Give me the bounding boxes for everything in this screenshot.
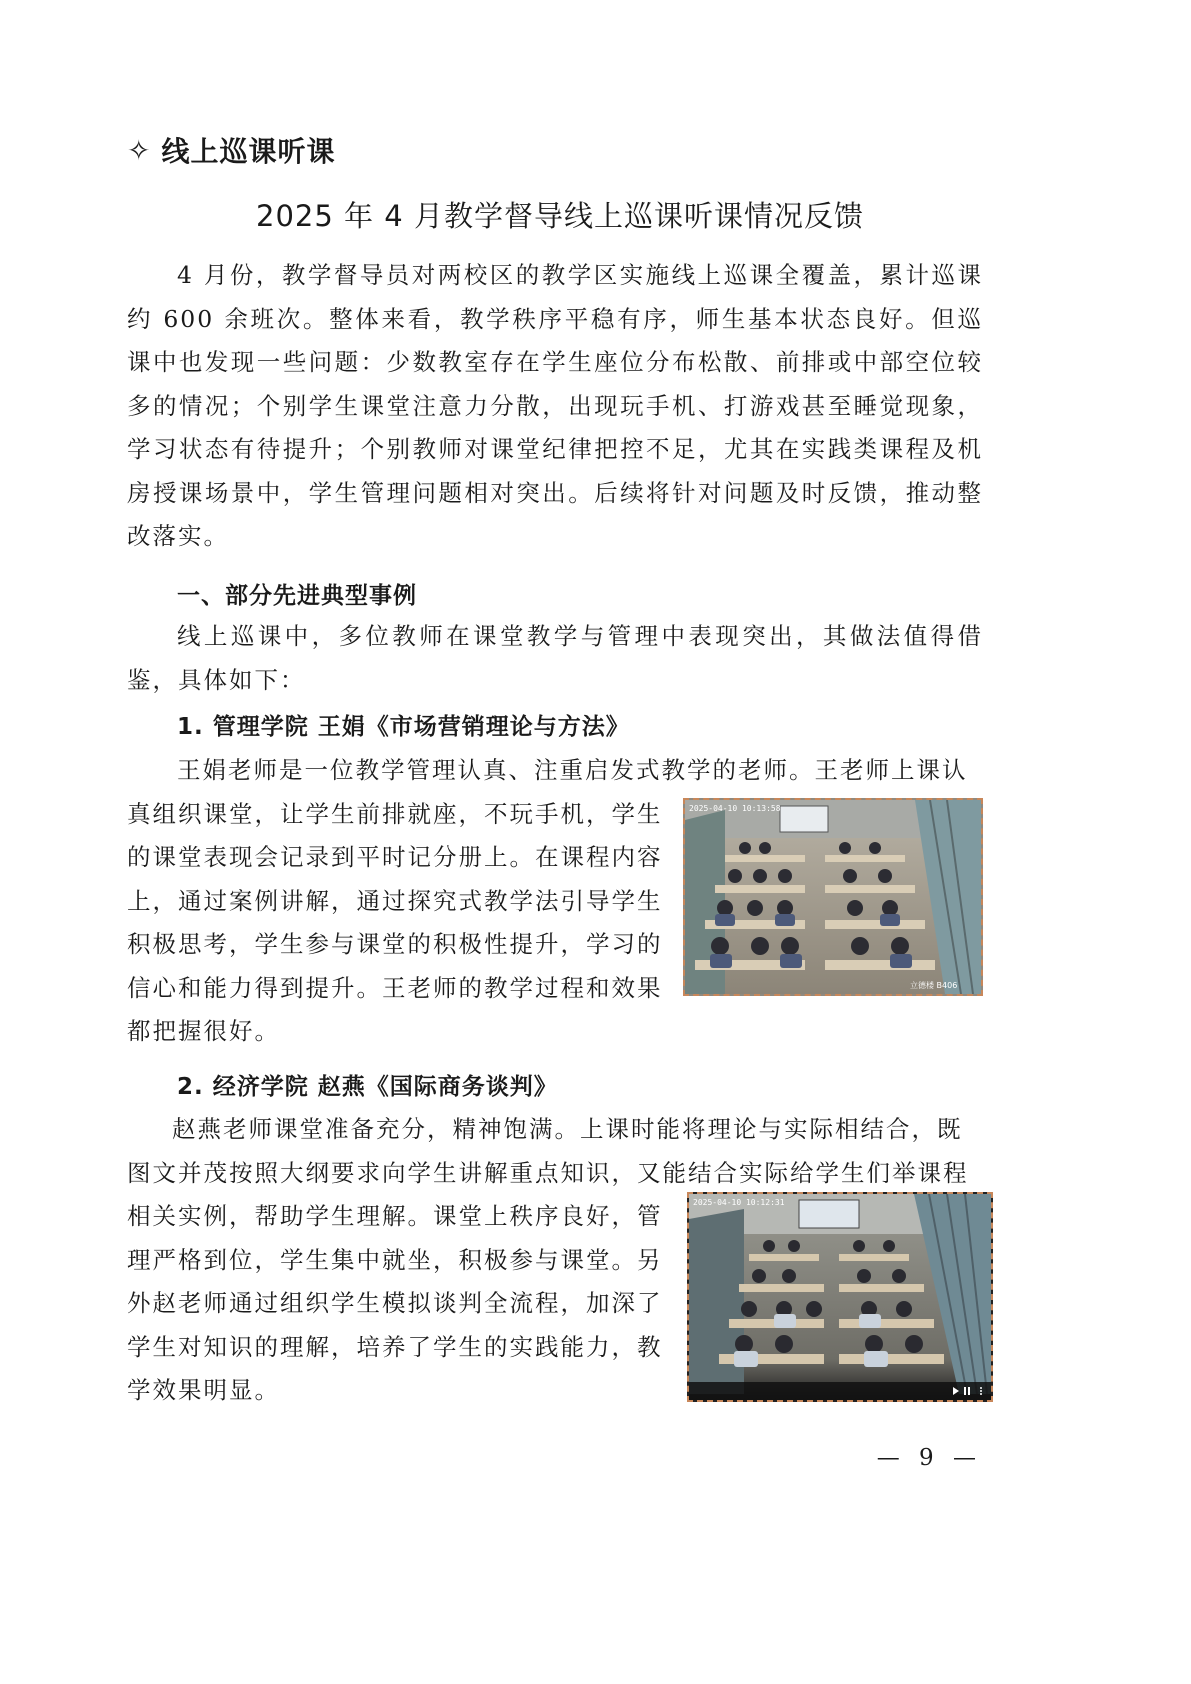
part1-heading: 一、部分先进典型事例: [177, 583, 417, 609]
diamond-bullet-icon: ✧: [127, 133, 152, 167]
case1-line: 的课堂表现会记录到平时记分册上。在课程内容: [127, 843, 663, 871]
case2-line: 学生对知识的理解，培养了学生的实践能力，教: [127, 1332, 663, 1361]
classroom-photo-2-image: [689, 1194, 991, 1400]
document-title: 2025 年 4 月教学督导线上巡课听课情况反馈: [256, 199, 864, 233]
case1-line: 信心和能力得到提升。王老师的教学过程和效果: [127, 973, 663, 1002]
case2-heading: 2. 经济学院 赵燕《国际商务谈判》: [177, 1074, 558, 1100]
photo1-timestamp: 2025-04-10 10:13:58: [689, 804, 781, 813]
section-heading: [127, 130, 335, 170]
case2-line: 学效果明显。: [127, 1376, 280, 1404]
page-number: — 9 —: [876, 1445, 982, 1471]
case2-line: 相关实例，帮助学生理解。课堂上秩序良好，管: [127, 1202, 663, 1230]
case2-line: 理严格到位，学生集中就坐，积极参与课堂。另: [127, 1245, 663, 1274]
case1-line: 上，通过案例讲解，通过探究式教学法引导学生: [127, 886, 663, 915]
photo2-timestamp: 2025-04-10 10:12:31: [693, 1198, 785, 1207]
intro-paragraph: 4 月份，教学督导员对两校区的教学区实施线上巡课全覆盖，累计巡课约 600 余班次。整体来看，教学秩序平稳有序，师生基本状态良好。但巡课中也发现一些问题：少数教室存在学生座位分布松散、前排或中部空位较多的情况；个别学生课堂注意力分散，出现玩手机、打游戏甚至睡觉现象，学习状态有待提升；个别教师对课堂纪律把控不足，尤其在实践类课程及机房授课场景中，学生管理问题相对突出。后续将针对问题及时反馈，推动整改落实。: [127, 261, 983, 550]
classroom-photo-1: [683, 798, 983, 996]
case2-line: 图文并茂按照大纲要求向学生讲解重点知识，又能结合实际给学生们举课程: [127, 1158, 969, 1187]
part1-intro: 线上巡课中，多位教师在课堂教学与管理中表现突出，其做法值得借鉴，具体如下：: [127, 622, 983, 694]
case1-line: 真组织课堂，让学生前排就座，不玩手机，学生: [127, 799, 663, 828]
section-heading-text: 线上巡课听课: [161, 135, 336, 168]
case1-line: 积极思考，学生参与课堂的积极性提升，学习的: [127, 930, 663, 958]
case2-line: 外赵老师通过组织学生模拟谈判全流程，加深了: [127, 1289, 663, 1317]
case1-line: 都把握很好。: [127, 1017, 280, 1045]
classroom-photo-1-image: [685, 800, 981, 994]
classroom-photo-2: [687, 1192, 993, 1402]
photo1-label: 立德楼 B406: [910, 981, 958, 990]
case1-heading: 1. 管理学院 王娟《市场营销理论与方法》: [177, 714, 630, 740]
case1-line: 王娟老师是一位教学管理认真、注重启发式教学的老师。王老师上课认: [177, 756, 968, 784]
case2-line: 赵燕老师课堂准备充分，精神饱满。上课时能将理论与实际相结合，既: [172, 1115, 963, 1143]
